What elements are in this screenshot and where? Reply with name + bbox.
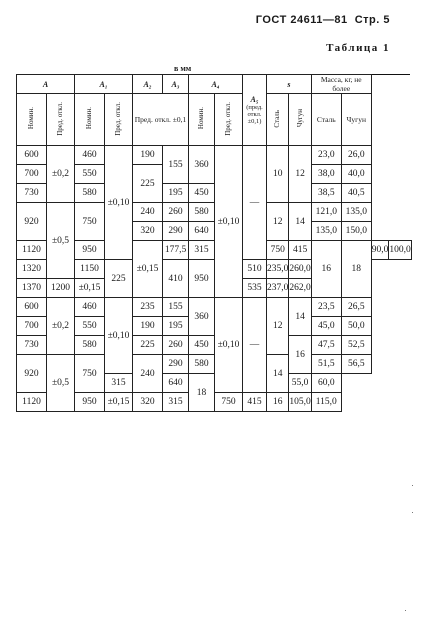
cell: 315 <box>189 241 215 260</box>
subhead-A-dev: Пред. откл. <box>47 94 75 146</box>
cell: 38,5 <box>311 184 341 203</box>
cell: — <box>243 146 267 260</box>
cell: ±0,15 <box>75 279 105 298</box>
col-header-s: s <box>267 75 312 94</box>
cell: 51,5 <box>311 355 341 374</box>
cell: 262,0 <box>289 279 311 298</box>
cell: 1150 <box>75 260 105 279</box>
cell: 237,0 <box>267 279 289 298</box>
cell: 16 <box>311 241 341 298</box>
cell: 155 <box>163 146 189 184</box>
cell: 55,0 <box>289 374 311 393</box>
cell: 290 <box>163 355 189 374</box>
subhead-s-chugun: Чугун <box>289 94 311 146</box>
cell: ±0,2 <box>47 298 75 355</box>
cell: 1370 <box>17 279 47 298</box>
cell: 600 <box>17 298 47 317</box>
cell: 100,0 <box>389 241 411 260</box>
cell: ±0,10 <box>105 298 133 374</box>
cell: 47,5 <box>311 336 341 355</box>
cell: 235 <box>133 298 163 317</box>
cell: ±0,10 <box>215 146 243 298</box>
table-row <box>17 184 412 203</box>
table-row <box>17 393 412 412</box>
cell: ±0,15 <box>105 393 133 412</box>
table-row <box>17 241 412 260</box>
cell: 460 <box>75 298 105 317</box>
cell: 360 <box>189 298 215 336</box>
subhead-A1-dev: Пред. откл. <box>105 94 133 146</box>
subhead-mass-stal: Сталь <box>311 94 341 146</box>
cell: 235,0 <box>267 260 289 279</box>
cell: 415 <box>243 393 267 412</box>
cell: 360 <box>189 146 215 184</box>
cell: 40,0 <box>341 165 371 184</box>
subhead-A2-A3-dev: Пред. откл. ±0,1 <box>133 94 189 146</box>
cell: 18 <box>341 241 371 298</box>
cell: 1120 <box>17 393 47 412</box>
cell: 450 <box>189 184 215 203</box>
cell: 56,5 <box>341 355 371 374</box>
cell: 23,0 <box>311 146 341 165</box>
col-header-mass: Масса, кг, не более <box>311 75 371 94</box>
cell: — <box>243 298 267 393</box>
cell: 12 <box>289 146 311 203</box>
cell: 14 <box>267 355 289 393</box>
cell: 535 <box>243 279 267 298</box>
cell: 730 <box>17 336 47 355</box>
subhead-A1-nomin: Номин. <box>75 94 105 146</box>
cell: 225 <box>133 336 163 355</box>
cell: 10 <box>267 146 289 203</box>
cell: 18 <box>189 374 215 412</box>
table-row <box>17 146 412 165</box>
cell: ±0,10 <box>215 298 243 393</box>
cell: ±0,5 <box>47 203 75 279</box>
table-row <box>17 203 412 222</box>
cell: 14 <box>289 298 311 336</box>
cell: 12 <box>267 203 289 241</box>
cell: ±0,15 <box>133 241 163 298</box>
cell: 45,0 <box>311 317 341 336</box>
cell: 16 <box>267 393 289 412</box>
table-row <box>17 336 412 355</box>
units-label: в мм <box>174 64 192 73</box>
cell: 121,0 <box>311 203 341 222</box>
cell: 315 <box>163 393 189 412</box>
cell: 750 <box>75 203 105 241</box>
cell: 38,0 <box>311 165 341 184</box>
col-header-A4: A₄ <box>189 75 243 94</box>
A5-dev-label: (пред. откл. ±0,1) <box>246 104 263 125</box>
cell: 240 <box>133 203 163 222</box>
cell: 580 <box>75 336 105 355</box>
cell: 320 <box>133 222 163 241</box>
cell: 580 <box>75 184 105 203</box>
cell: 750 <box>215 393 243 412</box>
subhead-mass-chugun: Чугун <box>341 94 371 146</box>
col-header-A2: A₂ <box>133 75 163 94</box>
cell: 950 <box>189 260 215 298</box>
col-header-A3: A₃ <box>163 75 189 94</box>
cell: ±0,2 <box>47 146 75 203</box>
cell: 700 <box>17 317 47 336</box>
cell: 195 <box>163 317 189 336</box>
cell: 920 <box>17 203 47 241</box>
cell: 155 <box>163 298 189 317</box>
cell: 450 <box>189 336 215 355</box>
cell: 177,5 <box>163 241 189 260</box>
A5-symbol: A₅ <box>250 95 259 104</box>
subhead-s-stal: Сталь <box>267 94 289 146</box>
cell: 1200 <box>47 279 75 298</box>
cell: 190 <box>133 317 163 336</box>
cell: 750 <box>75 355 105 393</box>
cell: 260,0 <box>289 260 311 279</box>
cell: 580 <box>189 355 215 374</box>
cell: 600 <box>17 146 47 165</box>
cell: 290 <box>163 222 189 241</box>
cell: 920 <box>17 355 47 393</box>
cell: 40,5 <box>341 184 371 203</box>
cell: 750 <box>267 241 289 260</box>
cell: 580 <box>189 203 215 222</box>
margin-mark <box>412 485 413 486</box>
cell: 950 <box>75 241 105 260</box>
margin-mark <box>412 512 413 513</box>
col-header-A: A <box>17 75 75 94</box>
cell: 135,0 <box>341 203 371 222</box>
cell: 50,0 <box>341 317 371 336</box>
cell: 640 <box>163 374 189 393</box>
cell: 105,0 <box>289 393 311 412</box>
cell: 730 <box>17 184 47 203</box>
cell: 260 <box>163 203 189 222</box>
cell: 26,5 <box>341 298 371 317</box>
cell: 150,0 <box>341 222 371 241</box>
table-row <box>17 298 412 317</box>
cell: 16 <box>289 336 311 374</box>
cell: 115,0 <box>311 393 341 412</box>
subhead-A4-dev: Пред. откл. <box>215 94 243 146</box>
cell: 240 <box>133 355 163 393</box>
col-header-A1: A₁ <box>75 75 133 94</box>
cell: 640 <box>189 222 215 241</box>
cell: 190 <box>133 146 163 165</box>
doc-number: ГОСТ 24611—81 <box>255 14 348 26</box>
cell: 195 <box>163 184 189 203</box>
cell: 1120 <box>17 241 47 260</box>
cell: 950 <box>75 393 105 412</box>
cell: 90,0 <box>371 241 389 260</box>
cell: 12 <box>267 298 289 355</box>
cell: 700 <box>17 165 47 184</box>
dimensions-table <box>16 74 412 412</box>
cell: 510 <box>243 260 267 279</box>
table <box>16 74 412 412</box>
cell: 23,5 <box>311 298 341 317</box>
page-number: Стр. 5 <box>354 14 390 26</box>
cell: 1320 <box>17 260 47 279</box>
page-header <box>256 14 390 26</box>
margin-mark <box>405 610 406 611</box>
cell: ±0,5 <box>47 355 75 412</box>
cell: 135,0 <box>311 222 341 241</box>
cell: 550 <box>75 317 105 336</box>
cell: 315 <box>105 374 133 393</box>
cell: ±0,10 <box>105 146 133 260</box>
cell: 260 <box>163 336 189 355</box>
subhead-A4-nomin: Номин. <box>189 94 215 146</box>
cell: 225 <box>133 165 163 203</box>
table-title: Таблица 1 <box>326 42 390 54</box>
cell: 225 <box>105 260 133 298</box>
table-body <box>17 146 412 412</box>
col-header-A5 <box>243 75 267 146</box>
cell: 415 <box>289 241 311 260</box>
cell: 550 <box>75 165 105 184</box>
subhead-A-nomin: Номин. <box>17 94 47 146</box>
cell: 26,0 <box>341 146 371 165</box>
cell: 52,5 <box>341 336 371 355</box>
table-row <box>17 355 412 374</box>
cell: 320 <box>133 393 163 412</box>
cell: 410 <box>163 260 189 298</box>
cell: 14 <box>289 203 311 241</box>
cell: 460 <box>75 146 105 165</box>
cell: 60,0 <box>311 374 341 393</box>
